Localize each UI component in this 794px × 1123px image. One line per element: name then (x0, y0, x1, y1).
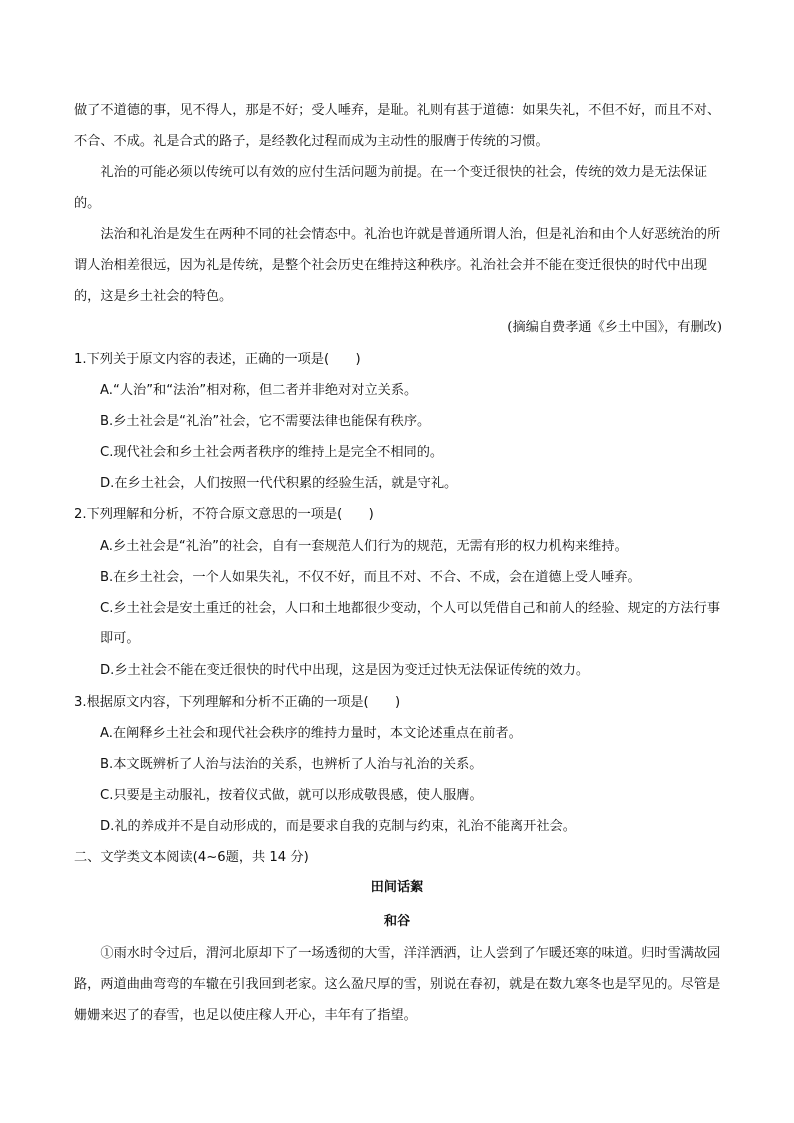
section-2-heading: 二、文学类文本阅读(4~6题，共 14 分) (74, 850, 309, 865)
passage-source: (摘编自费孝通《乡土中国》，有删改) (507, 320, 722, 335)
passage-paragraph-1: 做了不道德的事，见不得人，那是不好；受人唾弃，是耻。礼则有甚于道德：如果失礼，不但不好，而且不对、不合、不成。礼是合式的路子，是经教化过程而成为主动性的服膺于传统的习惯。 (74, 103, 721, 149)
question-3-option-d: D.礼的养成并不是自动形成的，而是要求自我的克制与约束，礼治不能离开社会。 (100, 819, 576, 834)
question-1-stem: 1.下列关于原文内容的表述，正确的一项是( ) (74, 352, 361, 367)
question-2-stem: 2.下列理解和分析，不符合原文意思的一项是( ) (74, 507, 374, 522)
passage-paragraph-2: 礼治的可能必须以传统可以有效的应付生活问题为前提。在一个变迁很快的社会，传统的效力是无法保证的。 (74, 165, 708, 211)
story-author: 和谷 (383, 914, 411, 929)
question-3-option-a: A.在阐释乡土社会和现代社会秩序的维持力量时，本文论述重点在前者。 (100, 726, 522, 741)
question-2-option-a: A.乡土社会是“礼治”的社会，自有一套规范人们行为的规范，无需有形的权力机构来维持。 (100, 539, 628, 554)
question-2-option-c-text: C.乡土社会是安土重迁的社会，人口和土地都很少变动，个人可以凭借自己和前人的经验、规定的方法行事即可。 (100, 601, 721, 646)
question-2-option-c (100, 594, 722, 654)
question-1-option-b: B.乡土社会是“礼治”社会，它不需要法律也能保有秩序。 (100, 414, 431, 429)
question-1-option-d: D.在乡土社会，人们按照一代代积累的经验生活，就是守礼。 (100, 476, 458, 491)
question-1-option-c: C.现代社会和乡土社会两者秩序的维持上是完全不相同的。 (100, 445, 444, 460)
question-2-option-d: D.乡土社会不能在变迁很快的时代中出现，这是因为变迁过快无法保证传统的效力。 (100, 663, 590, 678)
question-3-option-c: C.只要是主动服礼，按着仪式做，就可以形成敬畏感，使人服膺。 (100, 788, 483, 803)
question-3-stem: 3.根据原文内容，下列理解和分析不正确的一项是( ) (74, 695, 401, 710)
question-3-option-b: B.本文既辨析了人治与法治的关系，也辨析了人治与礼治的关系。 (100, 757, 483, 772)
passage-paragraph-3: 法治和礼治是发生在两种不同的社会情态中。礼治也许就是普通所谓人治，但是礼治和由个人好恶统治的所谓人治相差很远，因为礼是传统，是整个社会历史在维持这种秩序。礼治社会并不能在变迁很快的时代中出现的，这是乡土社会的特色。 (74, 227, 721, 304)
story-paragraph-1: ①雨水时令过后，渭河北原却下了一场透彻的大雪，洋洋洒洒，让人尝到了乍暖还寒的味道。归时雪满故园路，两道曲曲弯弯的车辙在引我回到老家。这么盈尺厚的雪，别说在春初，就是在数九寒冬也是罕见的。尽管是姗姗来迟了的春雪，也足以使庄稼人开心，丰年有了指望。 (74, 946, 721, 1023)
story-title: 田间话絮 (370, 880, 424, 895)
question-2-option-b: B.在乡土社会，一个人如果失礼，不仅不好，而且不对、不合、不成，会在道德上受人唾弃。 (100, 570, 641, 585)
question-1-option-a: A.“人治”和“法治”相对称，但二者并非绝对对立关系。 (100, 383, 418, 398)
